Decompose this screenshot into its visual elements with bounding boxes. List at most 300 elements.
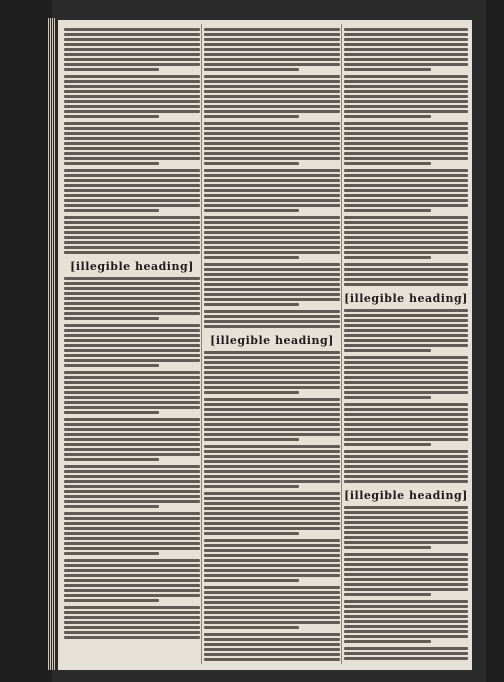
column-right xyxy=(344,28,468,662)
body-paragraph xyxy=(64,606,200,639)
text-line xyxy=(344,314,468,317)
text-line xyxy=(64,75,200,78)
text-line xyxy=(344,403,468,406)
text-line xyxy=(204,115,299,118)
column-rule xyxy=(341,24,342,664)
text-line xyxy=(344,511,468,514)
text-line xyxy=(64,569,200,572)
text-line xyxy=(344,174,468,177)
text-line xyxy=(344,349,431,352)
text-line xyxy=(344,583,468,586)
text-line xyxy=(64,277,200,280)
text-line xyxy=(64,189,200,192)
text-line xyxy=(344,573,468,576)
text-line xyxy=(204,475,340,478)
body-paragraph xyxy=(344,403,468,446)
text-line xyxy=(64,391,200,394)
text-line xyxy=(64,137,200,140)
text-line xyxy=(64,480,200,483)
text-line xyxy=(204,522,340,525)
text-line xyxy=(344,615,468,618)
text-line xyxy=(64,53,200,56)
text-line xyxy=(204,251,340,254)
text-line xyxy=(64,132,200,135)
text-line xyxy=(204,75,340,78)
text-line xyxy=(64,527,200,530)
text-line xyxy=(204,428,340,431)
text-line xyxy=(64,292,200,295)
column-middle xyxy=(204,28,340,662)
text-line xyxy=(204,507,340,510)
text-line xyxy=(64,522,200,525)
text-line xyxy=(204,418,340,421)
text-line xyxy=(64,246,200,249)
text-line xyxy=(64,574,200,577)
text-line xyxy=(204,586,340,589)
text-line xyxy=(64,302,200,305)
text-line xyxy=(64,364,159,367)
body-paragraph xyxy=(344,216,468,259)
text-line xyxy=(204,142,340,145)
text-line xyxy=(344,376,468,379)
text-line xyxy=(204,33,340,36)
text-line xyxy=(204,601,340,604)
text-line xyxy=(64,297,200,300)
text-line xyxy=(204,527,340,530)
text-line xyxy=(64,564,200,567)
text-line xyxy=(64,438,200,441)
text-line xyxy=(344,226,468,229)
text-line xyxy=(344,334,468,337)
text-line xyxy=(64,490,200,493)
body-paragraph xyxy=(344,263,468,286)
text-line xyxy=(64,184,200,187)
text-line xyxy=(344,521,468,524)
body-paragraph xyxy=(344,28,468,71)
text-line xyxy=(204,157,340,160)
text-line xyxy=(64,38,200,41)
text-line xyxy=(204,162,299,165)
text-line xyxy=(344,366,468,369)
text-line xyxy=(344,568,468,571)
text-line xyxy=(344,115,431,118)
body-paragraph xyxy=(204,263,340,306)
body-paragraph xyxy=(204,216,340,259)
text-line xyxy=(204,643,340,646)
text-line xyxy=(64,475,200,478)
text-line xyxy=(344,600,468,603)
text-line xyxy=(344,506,468,509)
text-line xyxy=(204,236,340,239)
text-line xyxy=(344,48,468,51)
text-line xyxy=(344,652,468,655)
text-line xyxy=(204,38,340,41)
body-paragraph xyxy=(344,75,468,118)
text-line xyxy=(64,236,200,239)
text-line xyxy=(344,563,468,566)
text-line xyxy=(344,283,468,286)
text-line xyxy=(64,621,200,624)
text-line xyxy=(204,465,340,468)
text-line xyxy=(64,329,200,332)
text-line xyxy=(64,147,200,150)
text-line xyxy=(64,162,159,165)
text-line xyxy=(64,287,200,290)
text-line xyxy=(344,90,468,93)
body-paragraph xyxy=(204,28,340,71)
text-line xyxy=(204,105,340,108)
text-line xyxy=(204,497,340,500)
text-line xyxy=(344,263,468,266)
body-paragraph xyxy=(344,600,468,643)
text-line xyxy=(64,411,159,414)
text-line xyxy=(344,329,468,332)
text-line xyxy=(64,33,200,36)
text-line xyxy=(204,278,340,281)
text-line xyxy=(64,465,200,468)
text-line xyxy=(64,433,200,436)
body-paragraph xyxy=(344,506,468,549)
text-line xyxy=(204,68,299,71)
text-line xyxy=(204,320,340,323)
body-paragraph xyxy=(204,122,340,165)
body-paragraph xyxy=(344,553,468,596)
text-line xyxy=(64,512,200,515)
text-line xyxy=(344,438,468,441)
text-line xyxy=(64,354,200,357)
text-line xyxy=(344,588,468,591)
text-line xyxy=(204,549,340,552)
page-edge xyxy=(48,18,56,670)
text-line xyxy=(204,638,340,641)
text-line xyxy=(344,531,468,534)
text-line xyxy=(64,43,200,46)
text-line xyxy=(64,241,200,244)
text-line xyxy=(64,231,200,234)
text-line xyxy=(64,324,200,327)
text-line xyxy=(344,319,468,322)
text-line xyxy=(204,544,340,547)
scanner-background-left xyxy=(0,0,52,682)
text-line xyxy=(64,584,200,587)
text-line xyxy=(64,559,200,562)
text-line xyxy=(64,307,200,310)
text-line xyxy=(204,303,299,306)
text-line xyxy=(64,157,200,160)
text-line xyxy=(204,268,340,271)
body-paragraph xyxy=(344,122,468,165)
text-line xyxy=(344,381,468,384)
text-line xyxy=(204,539,340,542)
text-line xyxy=(344,635,468,638)
text-line xyxy=(344,344,468,347)
text-line xyxy=(64,396,200,399)
text-line xyxy=(344,339,468,342)
text-line xyxy=(204,658,340,661)
text-line xyxy=(204,569,340,572)
text-line xyxy=(64,142,200,145)
text-line xyxy=(64,458,159,461)
text-line xyxy=(344,63,468,66)
text-line xyxy=(64,221,200,224)
text-line xyxy=(204,502,340,505)
text-line xyxy=(204,633,340,636)
text-line xyxy=(204,231,340,234)
text-line xyxy=(344,169,468,172)
text-line xyxy=(204,226,340,229)
text-line xyxy=(64,90,200,93)
text-line xyxy=(344,68,431,71)
text-line xyxy=(204,532,299,535)
text-line xyxy=(64,251,200,254)
text-line xyxy=(204,611,340,614)
text-line xyxy=(64,95,200,98)
text-line xyxy=(64,58,200,61)
text-line xyxy=(204,127,340,130)
text-line xyxy=(204,386,340,389)
body-paragraph xyxy=(64,216,200,254)
text-line xyxy=(344,428,468,431)
text-line xyxy=(344,236,468,239)
text-line xyxy=(344,122,468,125)
text-line xyxy=(344,480,468,483)
column-rule xyxy=(201,24,202,664)
text-line xyxy=(204,438,299,441)
text-line xyxy=(204,554,340,557)
section-heading: [illegible heading] xyxy=(210,334,334,347)
text-line xyxy=(204,137,340,140)
body-paragraph xyxy=(344,309,468,352)
text-line xyxy=(344,80,468,83)
text-line xyxy=(344,241,468,244)
text-line xyxy=(64,631,200,634)
text-line xyxy=(204,574,340,577)
text-line xyxy=(344,408,468,411)
section-heading: [illegible heading] xyxy=(344,292,468,305)
text-line xyxy=(64,401,200,404)
text-line xyxy=(204,273,340,276)
text-line xyxy=(64,48,200,51)
text-line xyxy=(64,312,200,315)
text-line xyxy=(64,127,200,130)
text-line xyxy=(204,28,340,31)
text-line xyxy=(344,75,468,78)
text-line xyxy=(204,110,340,113)
text-line xyxy=(344,610,468,613)
text-line xyxy=(344,536,468,539)
text-line xyxy=(204,559,340,562)
text-line xyxy=(344,194,468,197)
text-line xyxy=(344,273,468,276)
text-line xyxy=(344,127,468,130)
text-line xyxy=(344,105,468,108)
text-line xyxy=(64,317,159,320)
body-paragraph xyxy=(204,445,340,488)
text-line xyxy=(64,63,200,66)
text-line xyxy=(344,516,468,519)
text-line xyxy=(64,122,200,125)
body-paragraph xyxy=(204,398,340,441)
text-line xyxy=(64,282,200,285)
text-line xyxy=(64,505,159,508)
text-line xyxy=(204,366,340,369)
text-line xyxy=(204,351,340,354)
text-line xyxy=(204,179,340,182)
text-line xyxy=(344,657,468,660)
body-paragraph xyxy=(64,169,200,212)
body-paragraph xyxy=(64,371,200,414)
text-line xyxy=(344,216,468,219)
text-line xyxy=(204,293,340,296)
text-line xyxy=(204,204,340,207)
text-line xyxy=(344,418,468,421)
text-line xyxy=(204,90,340,93)
text-line xyxy=(64,599,159,602)
text-line xyxy=(204,189,340,192)
text-line xyxy=(64,611,200,614)
body-paragraph xyxy=(204,351,340,394)
text-line xyxy=(204,95,340,98)
text-line xyxy=(344,221,468,224)
text-line xyxy=(64,606,200,609)
text-line xyxy=(344,28,468,31)
text-line xyxy=(204,480,340,483)
text-line xyxy=(344,450,468,453)
text-line xyxy=(344,324,468,327)
text-line xyxy=(64,80,200,83)
body-paragraph xyxy=(64,277,200,320)
body-paragraph xyxy=(64,75,200,118)
text-line xyxy=(344,647,468,650)
text-line xyxy=(344,386,468,389)
text-line xyxy=(204,398,340,401)
text-line xyxy=(64,371,200,374)
text-line xyxy=(64,453,200,456)
text-line xyxy=(204,221,340,224)
text-line xyxy=(64,448,200,451)
text-line xyxy=(204,445,340,448)
text-line xyxy=(204,606,340,609)
text-line xyxy=(344,58,468,61)
text-line xyxy=(344,85,468,88)
text-line xyxy=(204,53,340,56)
body-paragraph xyxy=(344,450,468,483)
text-line xyxy=(344,605,468,608)
body-paragraph xyxy=(204,169,340,212)
text-line xyxy=(344,630,468,633)
text-line xyxy=(344,209,431,212)
text-line xyxy=(64,194,200,197)
text-line xyxy=(344,95,468,98)
text-line xyxy=(64,636,200,639)
text-line xyxy=(64,115,159,118)
text-line xyxy=(344,553,468,556)
text-line xyxy=(204,455,340,458)
text-line xyxy=(64,376,200,379)
text-line xyxy=(64,542,200,545)
text-line xyxy=(344,278,468,281)
text-line xyxy=(64,500,200,503)
text-line xyxy=(344,361,468,364)
text-line xyxy=(344,204,468,207)
text-line xyxy=(204,648,340,651)
text-line xyxy=(64,406,200,409)
body-paragraph xyxy=(64,418,200,461)
text-line xyxy=(344,137,468,140)
text-line xyxy=(344,546,431,549)
text-line xyxy=(344,268,468,271)
text-line xyxy=(204,626,299,629)
text-line xyxy=(204,169,340,172)
text-line xyxy=(204,616,340,619)
text-line xyxy=(64,199,200,202)
text-line xyxy=(204,512,340,515)
text-line xyxy=(204,100,340,103)
text-line xyxy=(344,189,468,192)
text-line xyxy=(204,492,340,495)
text-line xyxy=(64,334,200,337)
text-line xyxy=(204,174,340,177)
body-paragraph xyxy=(64,122,200,165)
text-line xyxy=(344,147,468,150)
text-line xyxy=(64,359,200,362)
text-line xyxy=(204,298,340,301)
text-line xyxy=(204,48,340,51)
text-line xyxy=(344,157,468,160)
text-line xyxy=(204,152,340,155)
text-line xyxy=(204,325,340,328)
text-line xyxy=(64,349,200,352)
section-heading: [illegible heading] xyxy=(344,489,468,502)
text-line xyxy=(344,620,468,623)
text-line xyxy=(204,460,340,463)
text-line xyxy=(344,246,468,249)
text-line xyxy=(204,371,340,374)
text-line xyxy=(64,470,200,473)
text-line xyxy=(344,309,468,312)
text-line xyxy=(204,361,340,364)
text-line xyxy=(344,541,468,544)
text-line xyxy=(204,591,340,594)
text-line xyxy=(344,110,468,113)
text-line xyxy=(344,100,468,103)
text-line xyxy=(64,485,200,488)
text-line xyxy=(64,169,200,172)
text-line xyxy=(344,640,431,643)
text-line xyxy=(344,593,431,596)
text-line xyxy=(64,537,200,540)
text-line xyxy=(204,621,340,624)
text-line xyxy=(344,396,431,399)
text-line xyxy=(64,344,200,347)
text-line xyxy=(64,68,159,71)
body-paragraph xyxy=(64,465,200,508)
text-line xyxy=(64,428,200,431)
body-paragraph xyxy=(64,28,200,71)
text-line xyxy=(344,391,468,394)
body-paragraph xyxy=(344,169,468,212)
text-line xyxy=(344,465,468,468)
text-line xyxy=(204,43,340,46)
text-line xyxy=(204,85,340,88)
body-paragraph xyxy=(204,586,340,629)
text-line xyxy=(344,460,468,463)
text-line xyxy=(64,204,200,207)
text-line xyxy=(344,199,468,202)
text-line xyxy=(344,423,468,426)
text-line xyxy=(64,423,200,426)
text-line xyxy=(64,179,200,182)
